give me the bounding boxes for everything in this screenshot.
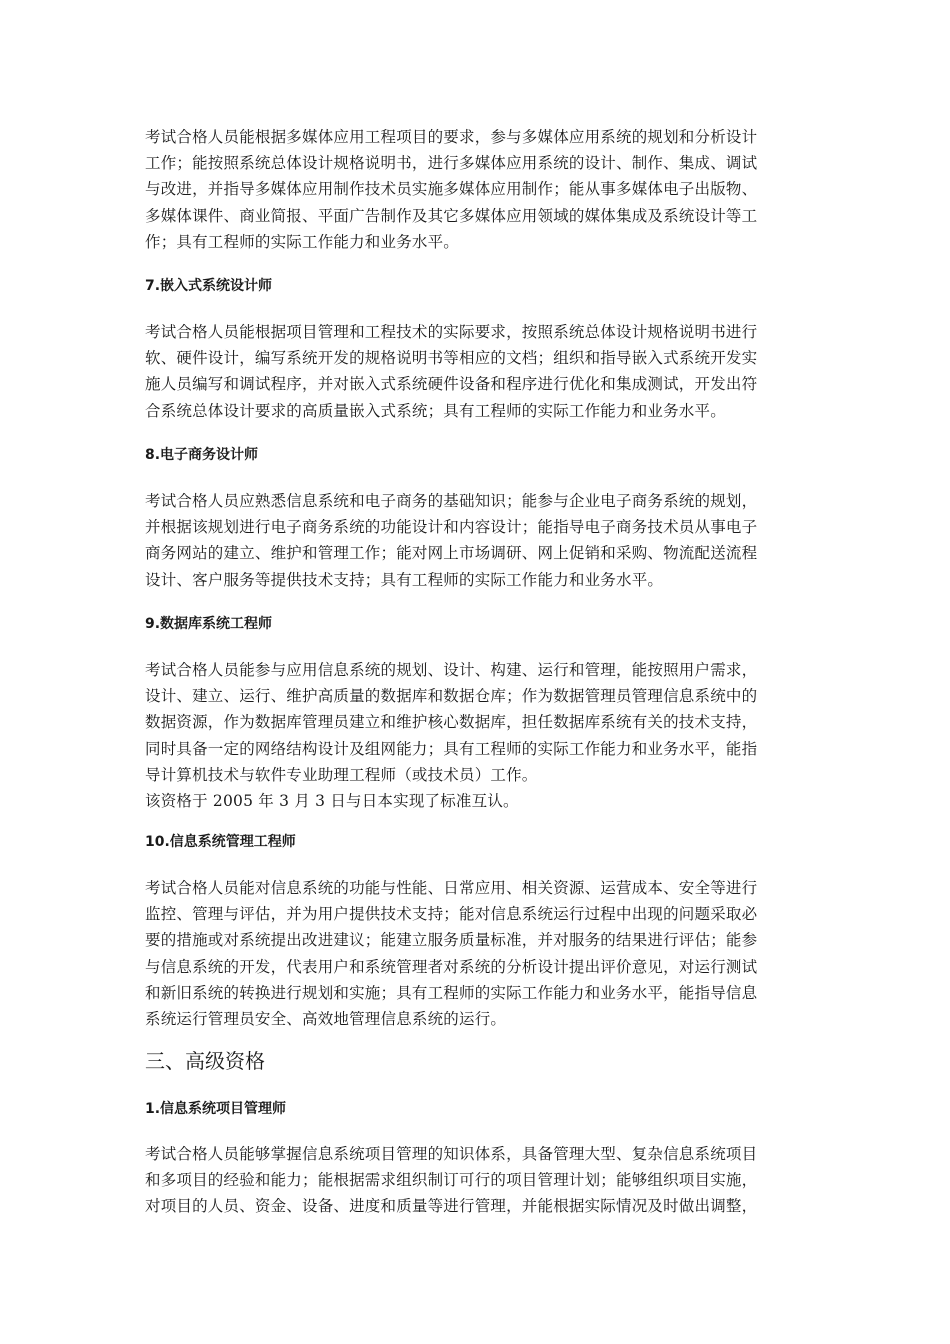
- text-line: 数据资源，作为数据库管理员建立和维护核心数据库，担任数据库系统有关的技术支持，: [145, 713, 758, 732]
- paragraph-project-manager: [145, 1141, 805, 1220]
- paragraph-ecommerce-designer: [145, 488, 805, 593]
- subsection-heading: 8.电子商务设计师: [145, 447, 259, 463]
- text-line: 与改进，并指导多媒体应用制作技术员实施多媒体应用制作；能从事多媒体电子出版物、: [145, 180, 758, 199]
- text-line: 作；具有工程师的实际工作能力和业务水平。: [145, 232, 460, 251]
- text-line: 软、硬件设计，编写系统开发的规格说明书等相应的文档；组织和指导嵌入式系统开发实: [145, 349, 758, 368]
- heading-info-system-admin: [145, 832, 805, 852]
- paragraph-text: [145, 319, 805, 424]
- text-line: 考试合格人员能参与应用信息系统的规划、设计、构建、运行和管理，能按照用户需求，: [145, 661, 758, 679]
- text-line: 监控、管理与评估，并为用户提供技术支持；能对信息系统运行过程中出现的问题采取必: [145, 905, 758, 924]
- paragraph-info-system-admin: [145, 875, 805, 1032]
- subsection-heading: 7.嵌入式系统设计师: [145, 278, 273, 294]
- text-line: 工作；能按照系统总体设计规格说明书，进行多媒体应用系统的设计、制作、集成、调试: [145, 154, 758, 173]
- heading-database-engineer: [145, 614, 805, 634]
- paragraph-text: [145, 657, 805, 814]
- section-title: 三、高级资格: [145, 1049, 265, 1073]
- subsection-heading: 9.数据库系统工程师: [145, 616, 273, 632]
- text-line: 设计、客户服务等提供技术支持；具有工程师的实际工作能力和业务水平。: [145, 570, 664, 589]
- text-line: 考试合格人员能够掌握信息系统项目管理的知识体系，具备管理大型、复杂信息系统项目: [145, 1145, 758, 1163]
- paragraph-embedded-designer: [145, 319, 805, 424]
- paragraph-text: [145, 488, 805, 593]
- text-line: 和新旧系统的转换进行规划和实施；具有工程师的实际工作能力和业务水平，能指导信息: [145, 983, 758, 1002]
- text-line: 该资格于 2005 年 3 月 3 日与日本实现了标准互认。: [145, 792, 519, 811]
- subsection-heading: 10.信息系统管理工程师: [145, 834, 296, 850]
- text-line: 要的措施或对系统提出改进建议；能建立服务质量标准，并对服务的结果进行评估；能参: [145, 931, 758, 950]
- subsection-heading: 1.信息系统项目管理师: [145, 1101, 287, 1117]
- text-line: 系统运行管理员安全、高效地管理信息系统的运行。: [145, 1010, 507, 1029]
- paragraph-database-engineer: [145, 657, 805, 814]
- text-line: 考试合格人员能根据项目管理和工程技术的实际要求，按照系统总体设计规格说明书进行: [145, 323, 758, 341]
- text-line: 导计算机技术与软件专业助理工程师（或技术员）工作。: [145, 765, 538, 784]
- heading-ecommerce-designer: [145, 445, 805, 465]
- heading-project-manager: [145, 1099, 805, 1119]
- text-line: 多媒体课件、商业简报、平面广告制作及其它多媒体应用领域的媒体集成及系统设计等工: [145, 206, 758, 225]
- text-line: 对项目的人员、资金、设备、进度和质量等进行管理，并能根据实际情况及时做出调整，: [145, 1197, 758, 1216]
- section-senior-qualification: [145, 1047, 805, 1075]
- text-line: 合系统总体设计要求的高质量嵌入式系统；具有工程师的实际工作能力和业务水平。: [145, 401, 726, 420]
- paragraph-text: [145, 1141, 805, 1220]
- text-line: 施人员编写和调试程序，并对嵌入式系统硬件设备和程序进行优化和集成测试，开发出符: [145, 375, 758, 394]
- text-line: 商务网站的建立、维护和管理工作；能对网上市场调研、网上促销和采购、物流配送流程: [145, 544, 758, 563]
- text-line: 考试合格人员能根据多媒体应用工程项目的要求，参与多媒体应用系统的规划和分析设计: [145, 128, 758, 146]
- heading-embedded-designer: [145, 276, 805, 296]
- paragraph-text: [145, 875, 805, 1032]
- text-line: 和多项目的经验和能力；能根据需求组织制订可行的项目管理计划；能够组织项目实施，: [145, 1171, 758, 1190]
- text-line: 与信息系统的开发，代表用户和系统管理者对系统的分析设计提出评价意见，对运行测试: [145, 957, 758, 976]
- text-line: 同时具备一定的网络结构设计及组网能力；具有工程师的实际工作能力和业务水平，能指: [145, 739, 758, 758]
- text-line: 并根据该规划进行电子商务系统的功能设计和内容设计；能指导电子商务技术员从事电子: [145, 518, 758, 537]
- paragraph-text: [145, 124, 805, 255]
- text-line: 设计、建立、运行、维护高质量的数据库和数据仓库；作为数据管理员管理信息系统中的: [145, 687, 758, 706]
- text-line: 考试合格人员能对信息系统的功能与性能、日常应用、相关资源、运营成本、安全等进行: [145, 879, 758, 897]
- intro-paragraph: [145, 124, 805, 255]
- text-line: 考试合格人员应熟悉信息系统和电子商务的基础知识；能参与企业电子商务系统的规划，: [145, 492, 758, 510]
